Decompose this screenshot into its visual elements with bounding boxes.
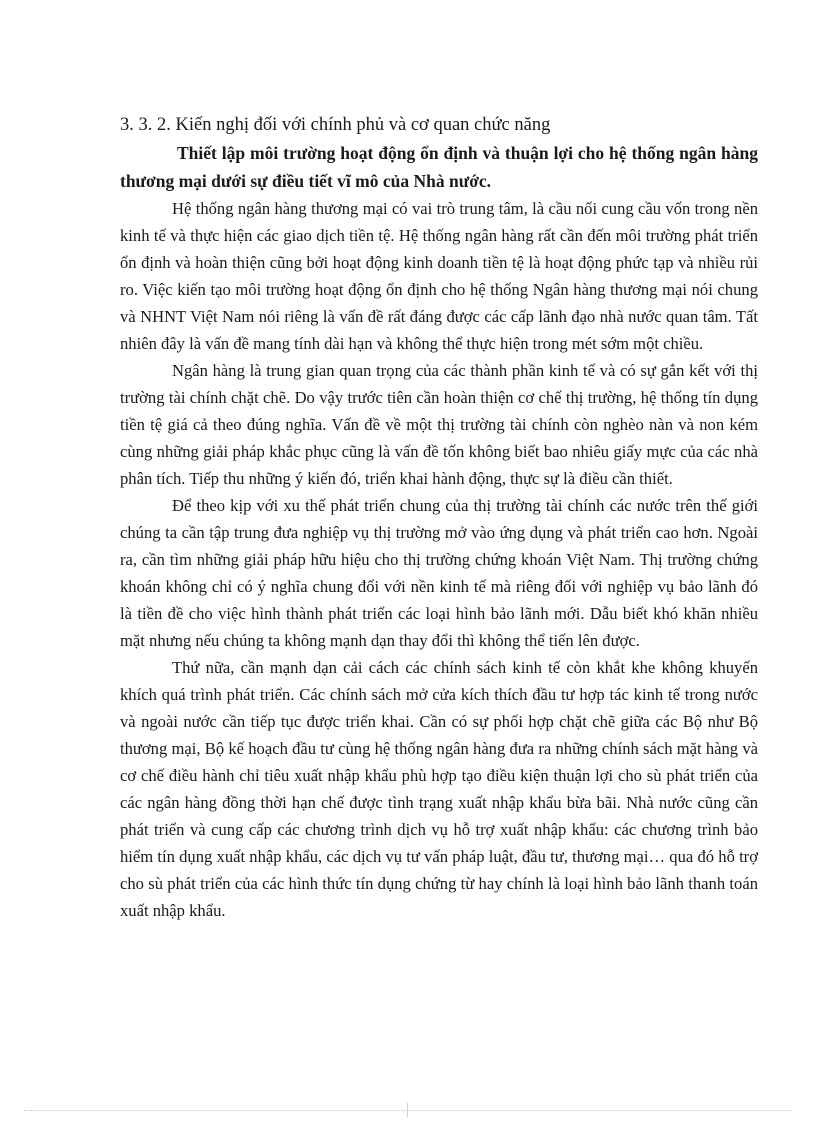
body-paragraph: Ngân hàng là trung gian quan trọng của các thành phần kinh tế và có sự gắn kết với thị trường tài chính chặt chẽ. Do vậy trước tiên cần hoàn thiện cơ chế thị trường, hệ thống tín dụng tiền tệ giá cả theo đúng nghĩa. Vấn đề về một thị trường tài chính còn nghèo nàn và non kém cùng những giải pháp khắc phục cũng là vấn đề tốn không biết bao nhiêu giấy mực của các nhà phân tích. Tiếp thu những ý kiến đó, triển khai hành động, thực sự là điều cần thiết. — [120, 361, 758, 488]
section-subheading: Thiết lập môi trường hoạt động ổn định và thuận lợi cho hệ thống ngân hàng thương mại dưới sự điều tiết vĩ mô của Nhà nước. — [120, 143, 758, 191]
page-footer-divider — [24, 1110, 792, 1111]
page-content — [120, 111, 758, 924]
body-paragraph: Thứ nữa, cần mạnh dạn cải cách các chính sách kinh tế còn khắt khe không khuyến khích quá trình phát triển. Các chính sách mở cửa kích thích đầu tư hợp tác kinh tế trong nước và ngoài nước cần tiếp tục được triển khai. Cần có sự phối hợp chặt chẽ giữa các Bộ như Bộ thương mại, Bộ kế hoạch đầu tư cùng hệ thống ngân hàng đưa ra những chính sách mặt hàng và cơ chế điều hành chỉ tiêu xuất nhập khẩu phù hợp tạo điều kiện thuận lợi cho sù phát triển của các ngân hàng đồng thời hạn chế được tình trạng xuất nhập khẩu bừa bãi. Nhà nước cũng cần phát triển và cung cấp các chương trình dịch vụ hỗ trợ xuất nhập khẩu: các chương trình bảo hiểm tín dụng xuất nhập khẩu, các dịch vụ tư vấn pháp luật, đầu tư, thương mại… qua đó hỗ trợ cho sù phát triển của các hình thức tín dụng chứng từ hay chính là loại hình bảo lãnh thanh toán xuất nhập khẩu. — [120, 658, 758, 920]
body-paragraph: Hệ thống ngân hàng thương mại có vai trò trung tâm, là cầu nối cung cầu vốn trong nền kinh tế và thực hiện các giao dịch tiền tệ. Hệ thống ngân hàng rất cần đến môi trường phát triển ổn định và hoàn thiện cũng bởi hoạt động kinh doanh tiền tệ là hoạt động phức tạp và nhiều rủi ro. Việc kiến tạo môi trường hoạt động ổn định cho hệ thống Ngân hàng thương mại nói chung và NHNT Việt Nam nói riêng là vấn đề rất đáng được các cấp lãnh đạo nhà nước quan tâm. Tất nhiên đây là vấn đề mang tính dài hạn và không thể thực hiện trong mét sớm một chiều. — [120, 199, 758, 353]
section-heading: 3. 3. 2. Kiến nghị đối với chính phủ và cơ quan chức năng — [120, 115, 551, 135]
page-footer-marker — [407, 1103, 408, 1117]
body-paragraph: Để theo kịp với xu thế phát triển chung của thị trường tài chính các nước trên thế giới chúng ta cần tập trung đưa nghiệp vụ thị trường mở vào ứng dụng và phát triển cao hơn. Ngoài ra, cần tìm những giải pháp hữu hiệu cho thị trường chứng khoán Việt Nam. Thị trường chứng khoán không chỉ có ý nghĩa chung đối với nền kinh tế mà riêng đối với nghiệp vụ bảo lãnh đó là tiền đề cho việc hình thành phát triển các loại hình bảo lãnh mới. Dẫu biết khó khăn nhiều mặt nhưng nếu chúng ta không mạnh dạn thay đổi thì không thể tiến lên được. — [120, 496, 758, 650]
